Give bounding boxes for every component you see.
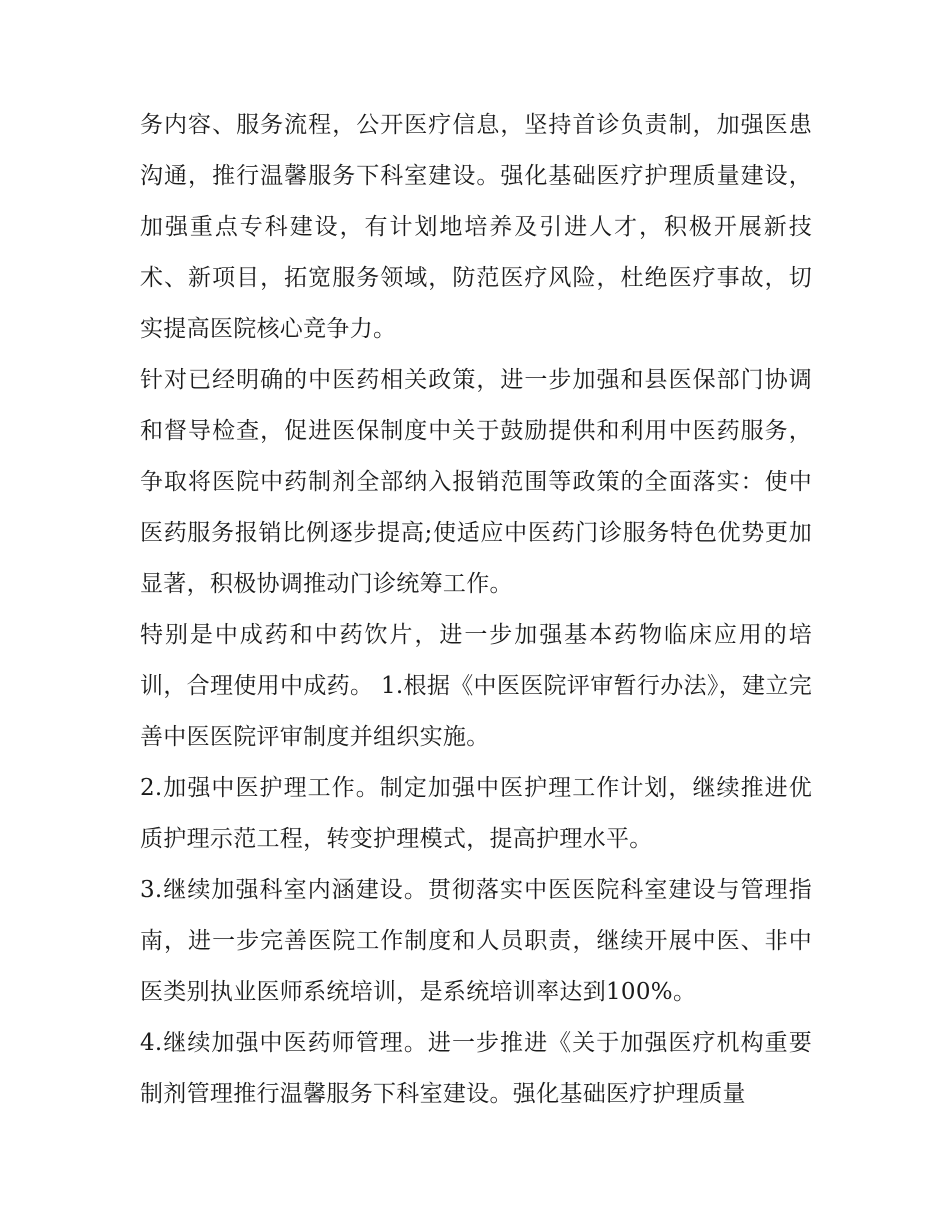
paragraph-medical-insurance-policy: 针对已经明确的中医药相关政策，进一步加强和县医保部门协调和督导检查，促进医保制度中关于鼓励提供和利用中医药服务，争取将医院中药制剂全部纳入报销范围等政策的全面落实：使中医药服务报销比例逐步提高;使适应中医药门诊服务特色优势更加显著，积极协调推动门诊统筹工作。 [140,367,812,597]
paragraph-department-construction: 3.继续加强科室内涵建设。贯彻落实中医医院科室建设与管理指南，进一步完善医院工作制度和人员职责，继续开展中医、非中医类别执业医师系统培训，是系统培训率达到100%。 [140,877,812,1005]
paragraph-pharmacist-management: 4.继续加强中医药师管理。进一步推进《关于加强医疗机构重要制剂管理推行温馨服务下科室建设。强化基础医疗护理质量 [140,1030,812,1107]
paragraph-chinese-patent-medicine: 特别是中成药和中药饮片，进一步加强基本药物临床应用的培训，合理使用中成药。 1.根据《中医医院评审暂行办法》，建立完善中医医院评审制度并组织实施。 [140,622,812,750]
paragraph-nursing-work: 2.加强中医护理工作。制定加强中医护理工作计划，继续推进优质护理示范工程，转变护理模式，提高护理水平。 [140,775,812,852]
document-body [140,100,812,1120]
paragraph-service-quality: 务内容、服务流程，公开医疗信息，坚持首诊负责制，加强医患沟通，推行温馨服务下科室建设。强化基础医疗护理质量建设，加强重点专科建设，有计划地培养及引进人才，积极开展新技术、新项目，拓宽服务领域，防范医疗风险，杜绝医疗事故，切实提高医院核心竞争力。 [140,112,812,342]
